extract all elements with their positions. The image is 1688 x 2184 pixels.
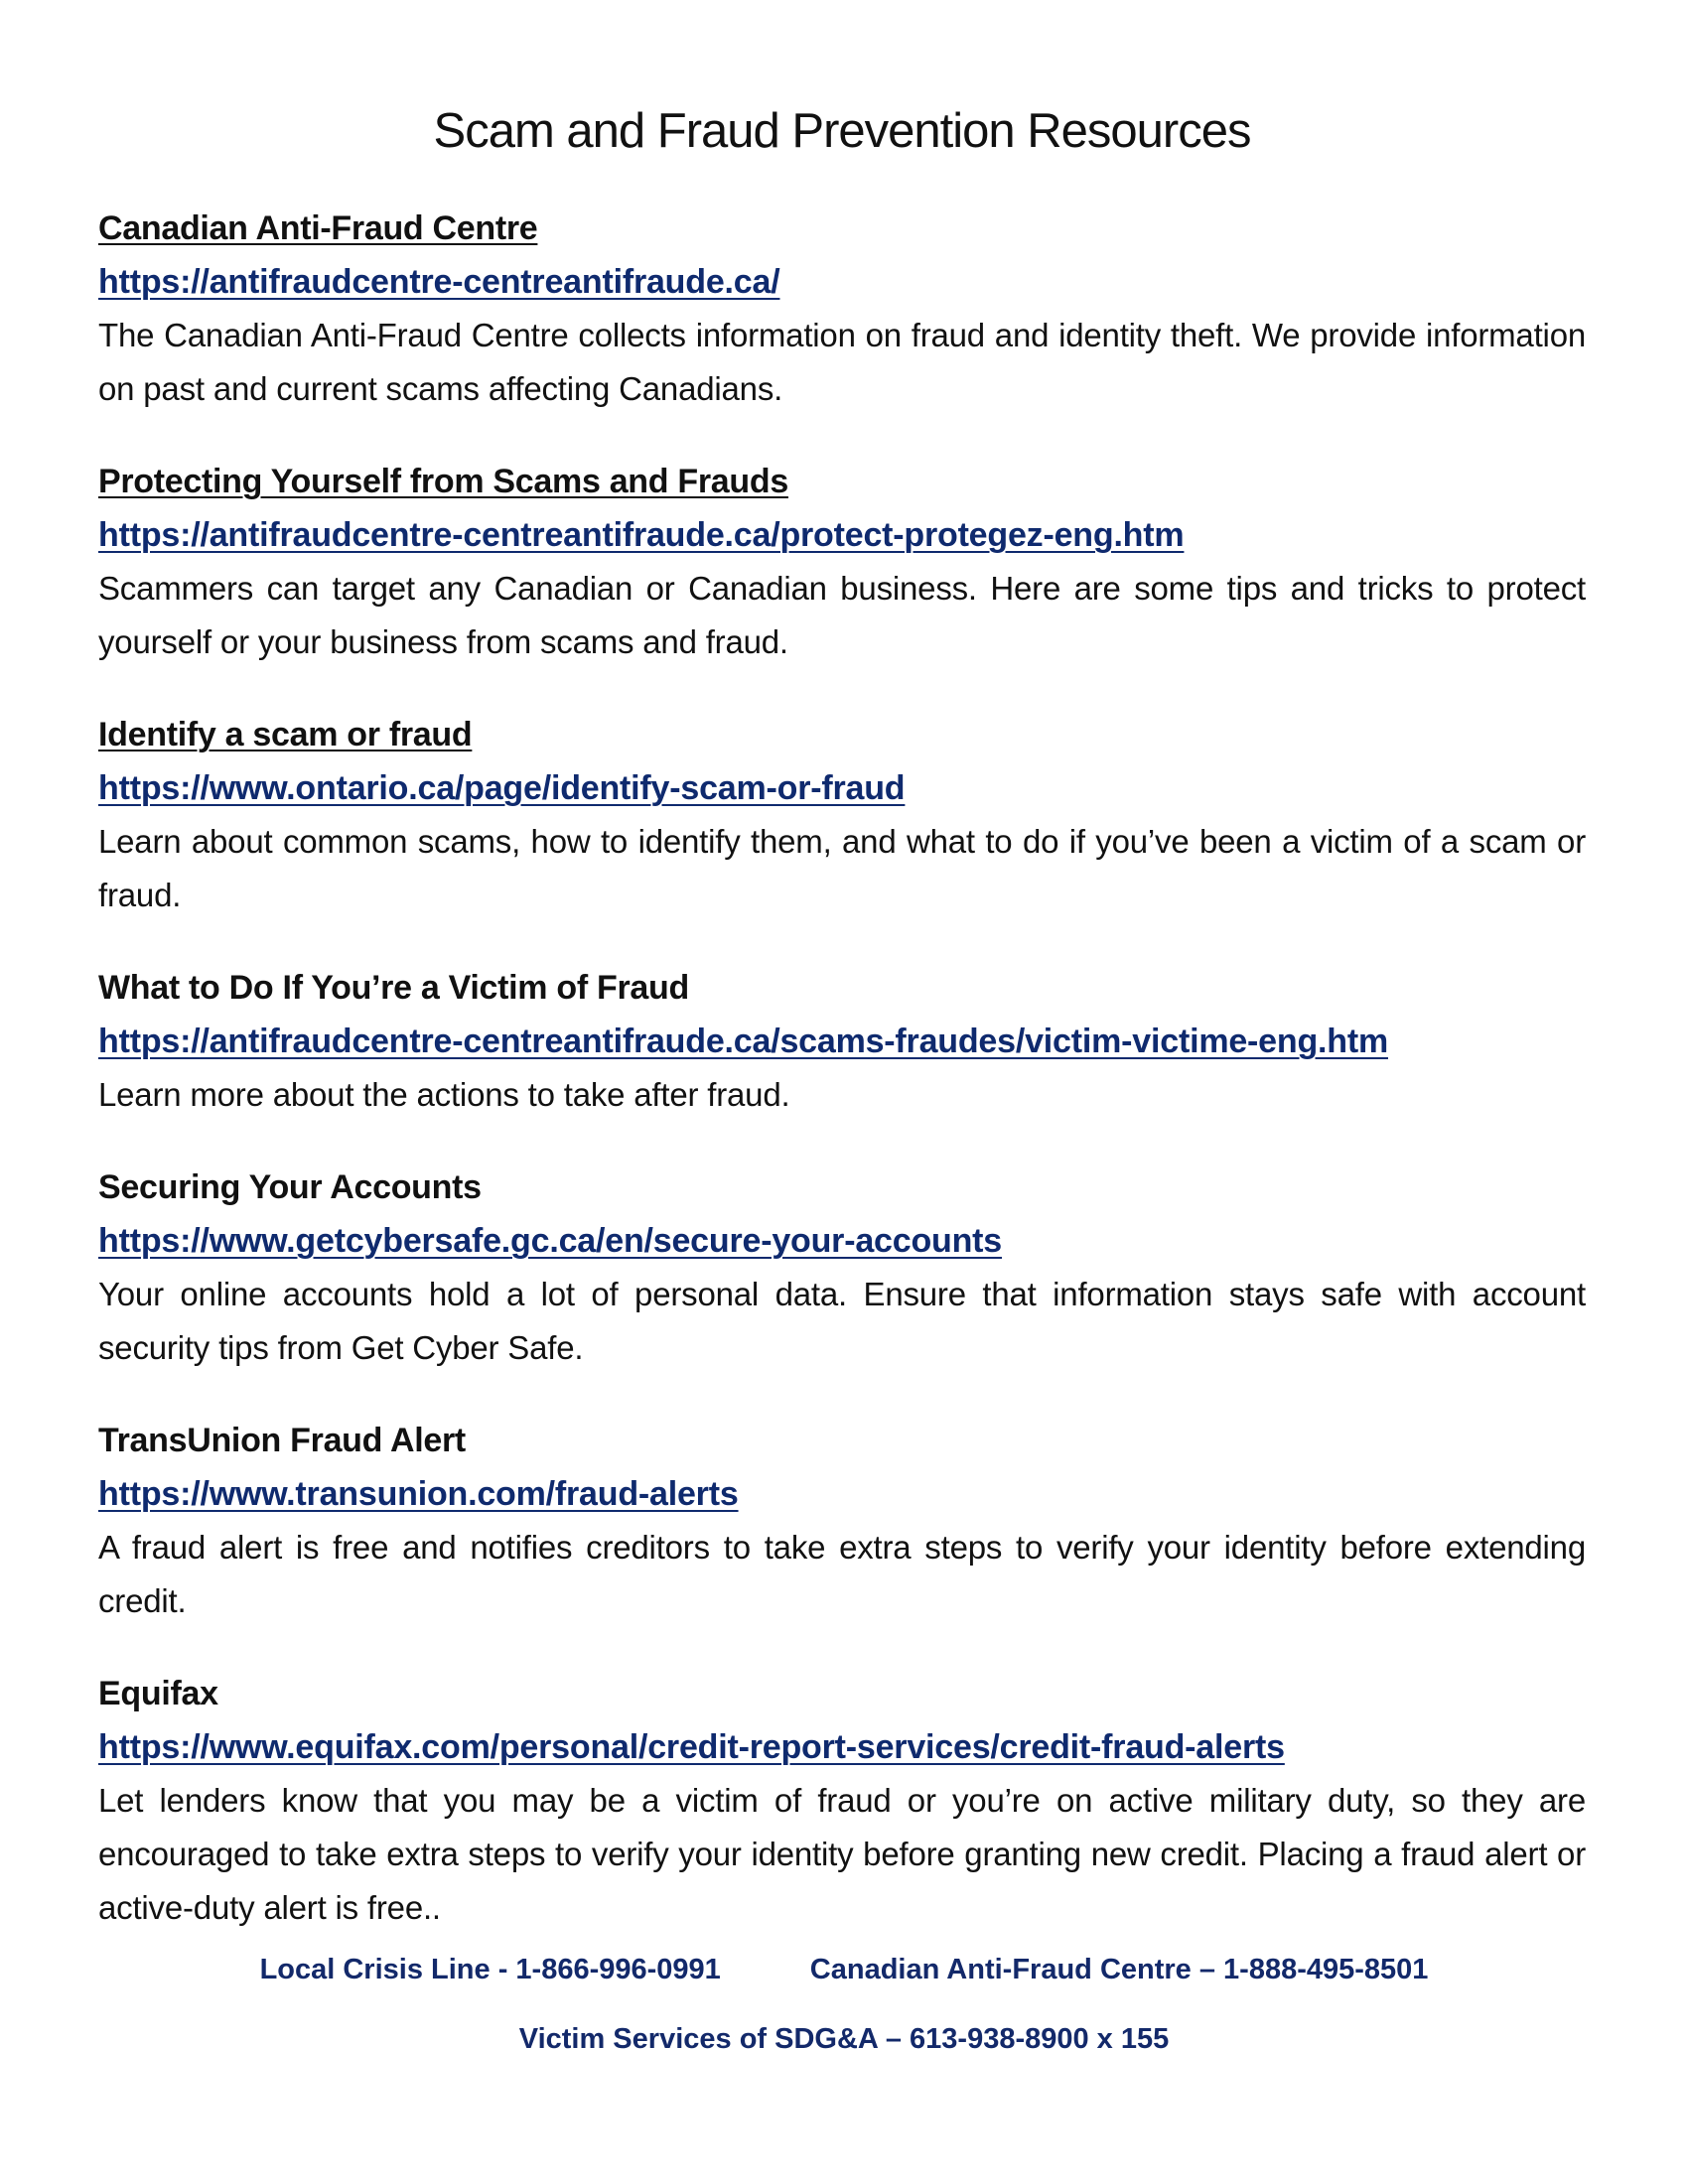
resource-link[interactable]: https://www.transunion.com/fraud-alerts [98,1475,739,1513]
resource-securing-accounts [98,1160,1586,1375]
resource-list [98,202,1586,1974]
resource-link[interactable]: https://antifraudcentre-centreantifraude.ca/scams-fraudes/victim-victime-eng.htm [98,1023,1388,1060]
resource-link[interactable]: https://www.equifax.com/personal/credit-report-services/credit-fraud-alerts [98,1728,1285,1766]
resource-canadian-anti-fraud-centre [98,202,1586,416]
section-heading: What to Do If You’re a Victim of Fraud [98,969,689,1007]
section-description: Scammers can target any Canadian or Canadian business. Here are some tips and tricks to protect yourself or your business from scams and fraud. [98,570,1586,660]
resource-link[interactable]: https://antifraudcentre-centreantifraude.ca/ [98,263,780,301]
resource-identify-scam [98,708,1586,922]
section-heading: Canadian Anti-Fraud Centre [98,209,538,247]
section-description: Learn about common scams, how to identify them, and what to do if you’ve been a victim of a scam or fraud. [98,823,1586,913]
section-heading: TransUnion Fraud Alert [98,1422,466,1459]
resource-transunion [98,1414,1586,1628]
contact-footer [0,1946,1688,2061]
resource-link[interactable]: https://www.ontario.ca/page/identify-scam-or-fraud [98,769,906,807]
section-description: Learn more about the actions to take after fraud. [98,1076,790,1113]
section-heading: Securing Your Accounts [98,1168,482,1206]
resource-link[interactable]: https://antifraudcentre-centreantifraude.ca/protect-protegez-eng.htm [98,516,1185,554]
resource-victim-of-fraud [98,961,1586,1122]
footer-victim-services [0,2017,1688,2061]
section-description: The Canadian Anti-Fraud Centre collects information on fraud and identity theft. We provide information on past and current scams affecting Canadians. [98,317,1586,407]
resource-equifax [98,1667,1586,1935]
section-heading: Identify a scam or fraud [98,716,473,753]
section-description: Your online accounts hold a lot of personal data. Ensure that information stays safe with account security tips from Get Cyber Safe. [98,1276,1586,1366]
section-heading: Protecting Yourself from Scams and Frauds [98,463,788,500]
page-title: Scam and Fraud Prevention Resources [433,104,1251,158]
section-heading: Equifax [98,1675,218,1712]
resource-protecting-yourself [98,455,1586,669]
footer-hotlines [0,1948,1688,1991]
section-description: A fraud alert is free and notifies creditors to take extra steps to verify your identity before extending credit. [98,1529,1586,1619]
section-description: Let lenders know that you may be a victim of fraud or you’re on active military duty, so they are encouraged to take extra steps to verify your identity before granting new credit. Placing a fraud alert or active-duty alert is free.. [98,1782,1586,1926]
resource-link[interactable]: https://www.getcybersafe.gc.ca/en/secure-your-accounts [98,1222,1002,1260]
local-crisis-line: Local Crisis Line - 1-866-996-0991 [259,1954,721,1985]
anti-fraud-centre-phone: Canadian Anti-Fraud Centre – 1-888-495-8501 [809,1954,1429,1985]
victim-services-phone: Victim Services of SDG&A – 613-938-8900 x 155 [518,2023,1170,2055]
